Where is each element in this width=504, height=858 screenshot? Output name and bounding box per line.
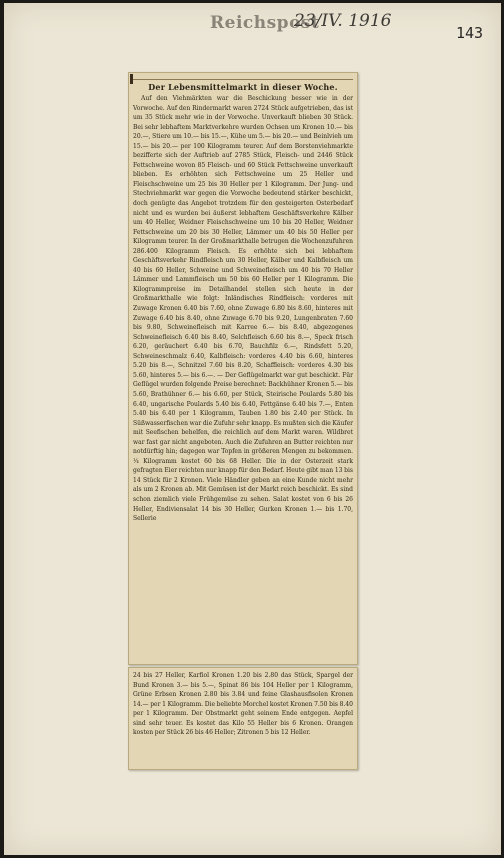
newspaper-clipping-continuation (128, 667, 358, 770)
newspaper-clipping-main (128, 72, 358, 665)
article-headline: Der Lebensmittelmarkt in dieser Woche. (133, 79, 353, 92)
clipping-marker (130, 74, 133, 84)
handwritten-date: 23/IV. 1916 (294, 11, 392, 31)
newspaper-name: Reichspost (210, 13, 320, 33)
article-body-part1: Auf den Viehmärkten war die Beschickung besser wie in der Vorwoche. Auf den Rindermarkt waren 2724 Stück aufgetrieben, das ist um 35 Stück mehr wie in der Vorwoche. Unverkauft blieben 30 Stück. Bei sehr lebhaftem Marktverkehre wurden Ochsen um Kronen 10.— bis 20.—, Stiere um 10.— bis 15.—, Kühe um 5.— bis 20.— und Beinlvieh um 15.— bis 20.— per 100 Kilogramm teurer. Auf dem Borstenviehmarkte bezifferte sich der Auftrieb auf 2785 Stück, Fleisch- und 2446 Stück Fettschweine wovon 85 Fleisch- und 60 Stück Fettschweine unverkauft blieben. Es erhöhten sich Fettschweine um 25 Heller und Fleischschweine um 25 bis 30 Heller per 1 Kilogramm. Der Jung- und Stechviehmarkt war gegen die Vorwoche bedeutend stärker beschickt, doch genügte das Angebot trotzdem für den gesteigerten Osterbedarf nicht und es wurden bei äußerst lebhaftem Geschäftsverkehre Kälber um 40 Heller, Weidner Fleischschweine um 10 bis 20 Heller, Weidner Fettschweine um 20 bis 30 Heller, Lämmer um 40 bis 50 Heller per Kilogramm teurer. In der Großmarkthalle betrugen die Wochenzufuhren 286.400 Kilogramm Fleisch. Es erhöhte sich bei lebhaftem Geschäftsverkehr Rindfleisch um 30 Heller, Kälber und Kalbfleisch um 40 bis 60 Heller, Schweine und Schweinefleisch um 40 bis 70 Heller Lämmer und Lammfleisch um 50 bis 60 Heller per 1 Kilogramm. Die Kilogrammpreise im Detailhandel stellen sich heute in der Großmarkthalle wie folgt: Inländisches Rindfleisch: vorderes mit Zuwage Kronen 6.40 bis 7.60, ohne Zuwage 6.80 bis 8.60, hinteres mit Zuwage 6.40 bis 8.40, ohne Zuwage 6.70 bis 9.20, Lungenbraten 7.60 bis 9.80, Schweinefleisch mit Karree 6.— bis 8.40, abgezogenes Schweinefleisch 6.40 bis 8.40, Selchfleisch 6.60 bis 8.—, Speck frisch 6.20, geräuchert 6.40 bis 6.70, Bauchfilz 6.—, Rindsfett 5.20, Schweineschmalz 6.40, Kalbfleisch: vorderes 4.40 bis 6.60, hinteres 5.20 bis 8.—, Schnitzel 7.60 bis 8.20, Schaffleisch: vorderes 4.30 bis 5.60, hinteres 5.— bis 6.—. — Der Geflügelmarkt war gut beschickt. Für Geflügel wurden folgende Preise berechnet: Backhühner Kronen 5.— bis 5.60, Brathühner 6.— bis 6.60, per Stück, Steirische Poulards 5.80 bis 6.40, ungarische Poulards 5.40 bis 6.40, Fettgänse 6.40 bis 7.—, Enten 5.40 bis 6.40 per 1 Kilogramm, Tauben 1.80 bis 2.40 per Stück. In Süßwasserfischen war die Zufuhr sehr knapp. Es mußten sich die Käufer mit Seefischen behelfen, die reichlich auf dem Markt waren. Wildbret war fast gar nicht angeboten. Auch die Zufuhren an Butter reichten nur notdürftig hin; dagegen war Topfen in größeren Mengen zu bekommen. ¼ Kilogramm kostet 60 bis 68 Heller. Die in der Osterzeit stark gefragten Eier reichten nur knapp für den Bedarf. Heute gibt man 13 bis 14 Stück für 2 Kronen. Viele Händler geben an eine Kunde nicht mehr als um 2 Kronen ab. Mit Gemüsen ist der Markt reich beschickt. Es sind schon ziemlich viele Frühgemüse zu sehen. Salat kostet von 6 bis 26 Heller, Endiviensalat 14 bis 30 Heller, Gurken Kronen 1.— bis 1.70, Sellerie (133, 95, 353, 523)
article-body-part2: 24 bis 27 Heller, Karfiol Kronen 1.20 bis 2.80 das Stück, Spargel der Bund Kronen 3.— bis 5.—, Spinat 86 bis 104 Heller per 1 Kilogramm, Grüne Erbsen Kronen 2.80 bis 3.84 und feine Glashausfisolen Kronen 14.— per 1 Kilogramm. Die beliebte Morchel kostet Kronen 7.50 bis 8.40 per 1 Kilogramm. Der Obstmarkt geht seinem Ende entgegen. Aepfel sind sehr teuer. Es kostet das Kilo 55 Heller bis 6 Kronen. Orangen kosten per Stück 26 bis 46 Heller; Zitronen 5 bis 12 Heller. (133, 672, 353, 737)
page-number: 143 (456, 24, 484, 42)
